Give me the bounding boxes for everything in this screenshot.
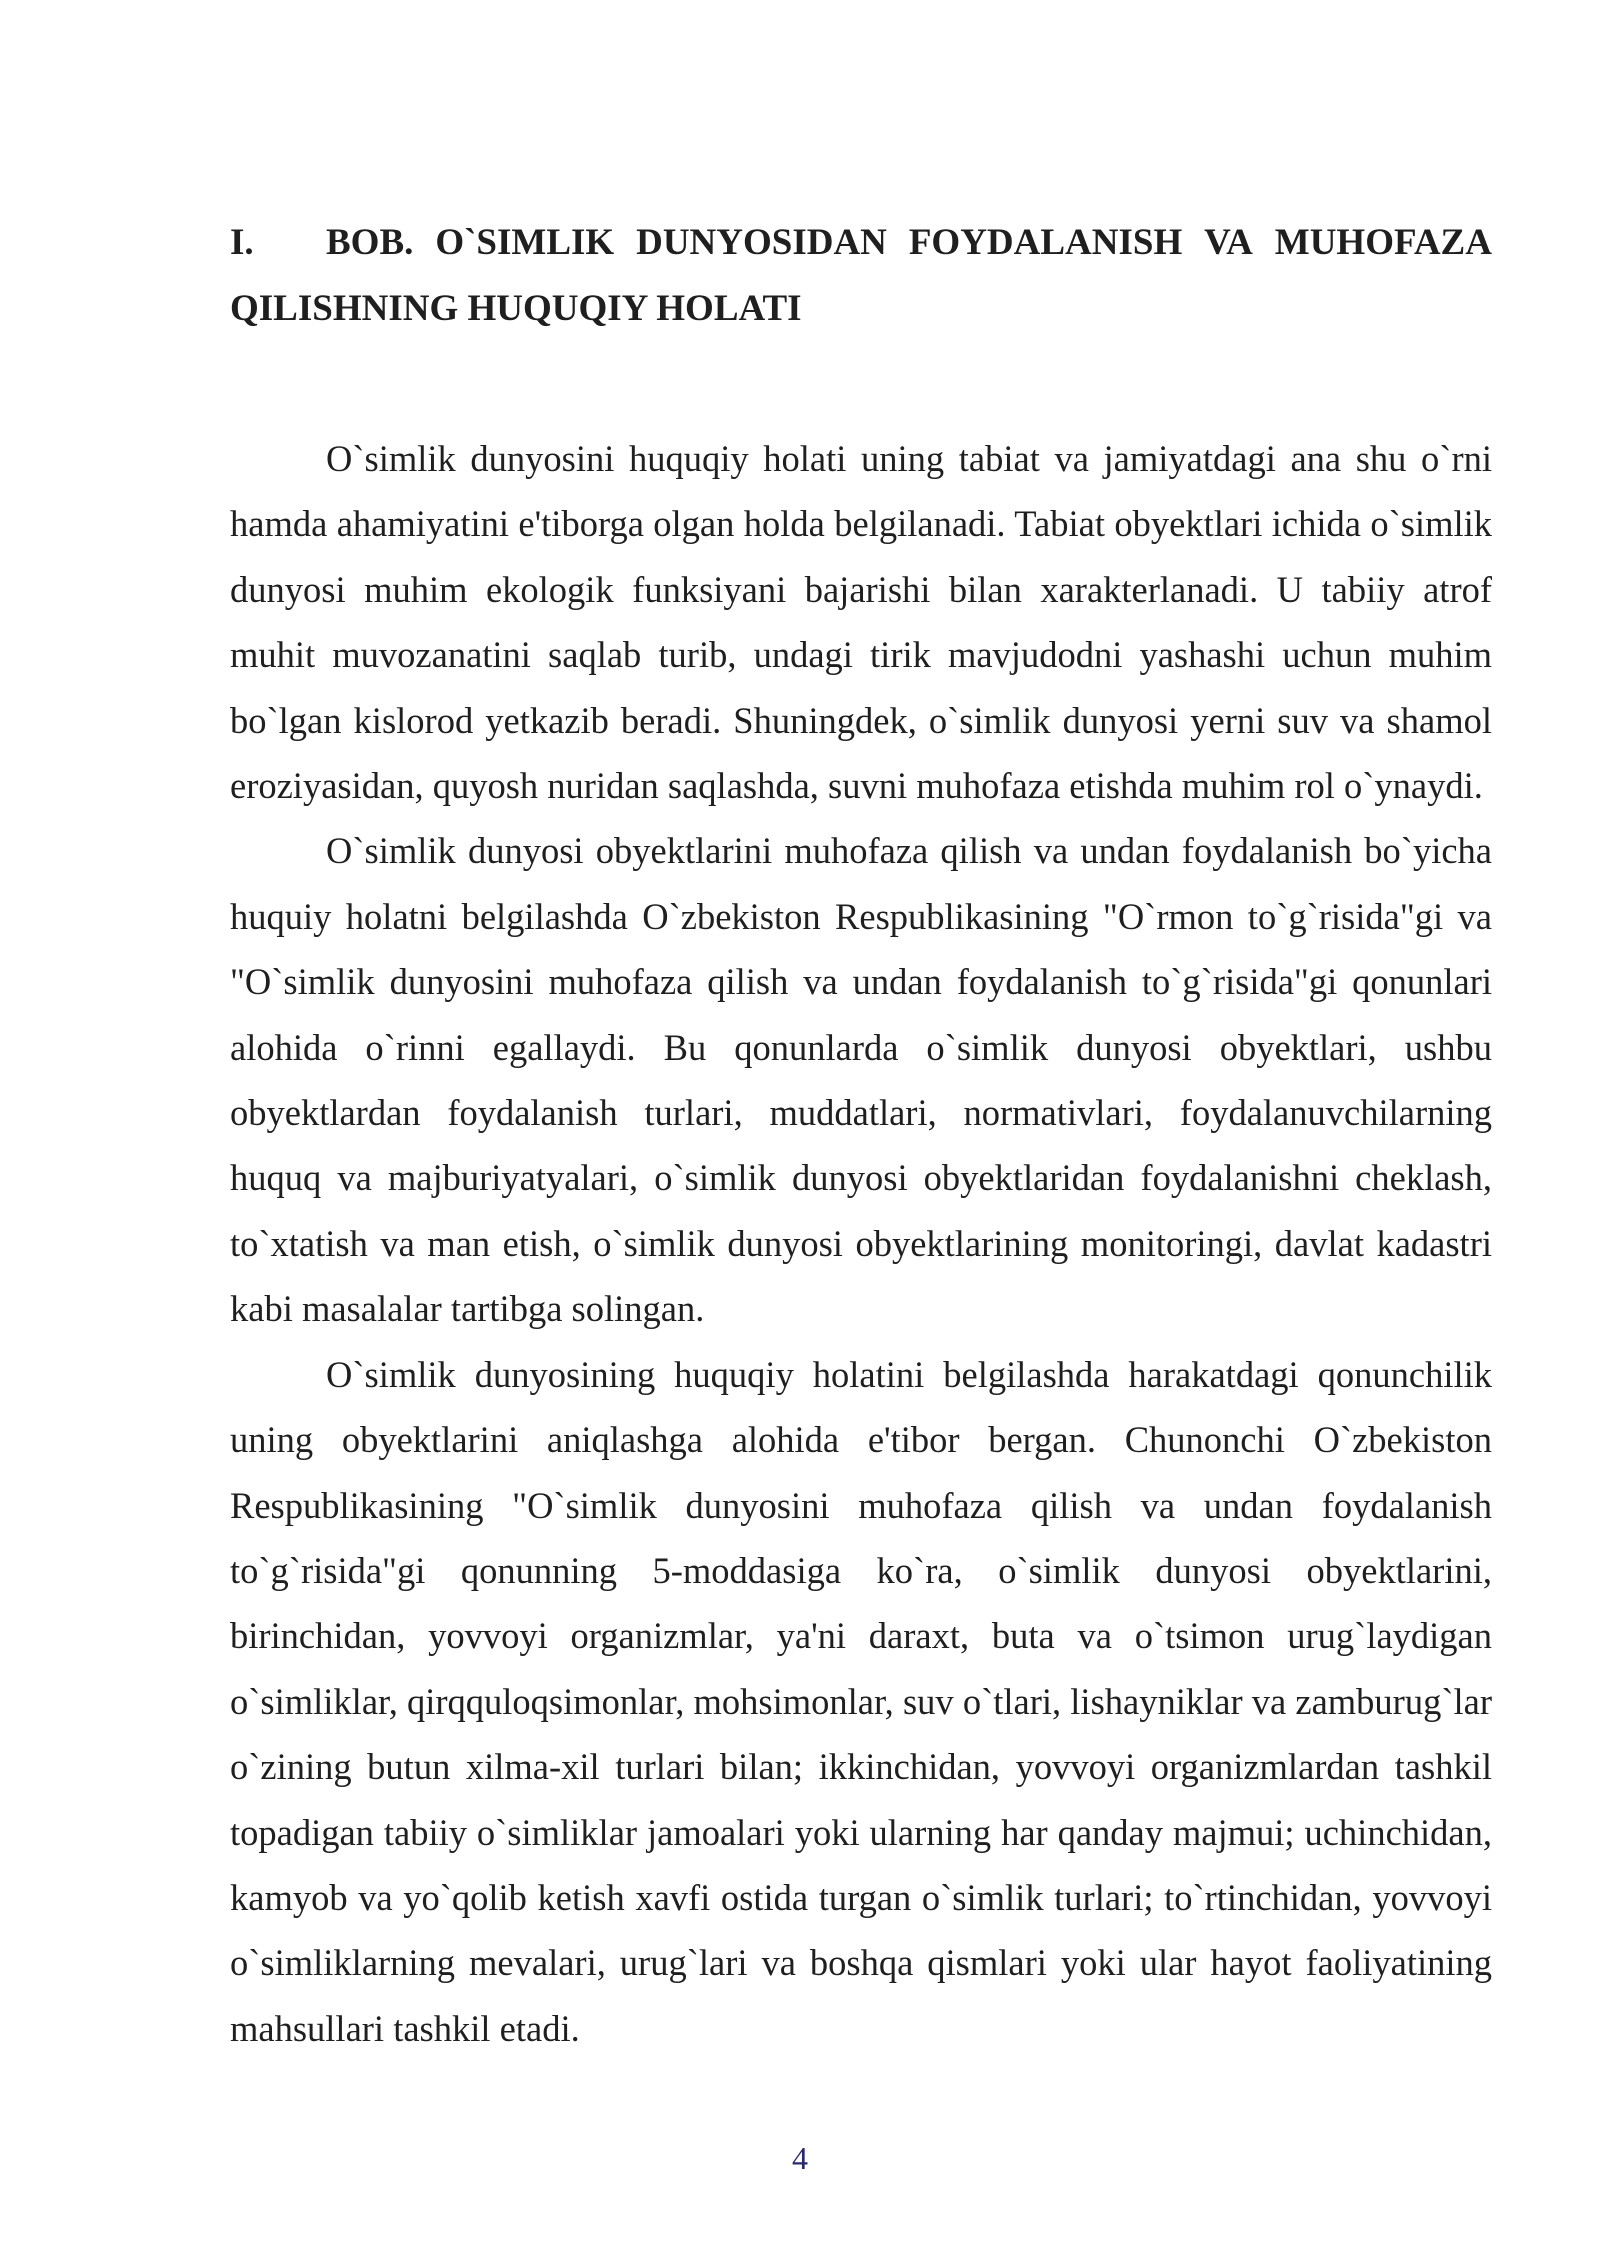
chapter-title-word: DUNYOSIDAN xyxy=(636,222,887,263)
chapter-title-line-2: QILISHNING HUQUQIY HOLATI xyxy=(230,288,802,329)
chapter-number: I. xyxy=(230,222,254,263)
chapter-title-word: FOYDALANISH xyxy=(908,222,1183,263)
chapter-title-word: VA xyxy=(1204,222,1253,263)
chapter-title-word: O`SIMLIK xyxy=(435,222,615,263)
paragraph: O`simlik dunyosini huquqiy holati uning tabiat va jamiyatdagi ana shu o`rni hamda ahamiyatini e'tiborga olgan holda belgilanadi. Tabiat obyektlari ichida o`simlik dunyosi muhim ekologik funksiyani bajarishi bilan xarakterlanadi. U tabiiy atrof muhit muvozanatini saqlab turib, undagi tirik mavjudodni yashashi uchun muhim bo`lgan kislorod yetkazib beradi. Shuningdek, o`simlik dunyosi yerni suv va shamol eroziyasidan, quyosh nuridan saqlashda, suvni muhofaza etishda muhim rol o`ynaydi. xyxy=(230,438,1492,807)
chapter-title-word: MUHOFAZA xyxy=(1274,222,1492,263)
chapter-title-line-1 xyxy=(326,210,1492,276)
paragraph: O`simlik dunyosining huquqiy holatini belgilashda harakatdagi qonunchilik uning obyektlarini aniqlashga alohida e'tibor bergan. Chunonchi O`zbekiston Respublikasining "O`simlik dunyosini muhofaza qilish va undan foydalanish to`g`risida"gi qonunning 5-moddasiga ko`ra, o`simlik dunyosi obyektlarini, birinchidan, yovvoyi organizmlar, ya'ni daraxt, buta va o`tsimon urug`laydigan o`simliklar, qirqquloqsimonlar, mohsimonlar, suv o`tlari, lishayniklar va zamburug`lar o`zining butun xilma-xil turlari bilan; ikkinchidan, yovvoyi organizmlardan tashkil topadigan tabiiy o`simliklar jamoalari yoki ularning har qanday majmui; uchinchidan, kamyob va yo`qolib ketish xavfi ostida turgan o`simlik turlari; to`rtinchidan, yovvoyi o`simliklarning mevalari, urug`lari va boshqa qismlari yoki ular hayot faoliyatining mahsullari tashkil etadi. xyxy=(230,1353,1492,2049)
page-number: 4 xyxy=(792,2140,808,2176)
body-text xyxy=(230,426,1492,2061)
paragraph: O`simlik dunyosi obyektlarini muhofaza qilish va undan foydalanish bo`yicha huquiy holatni belgilashda O`zbekiston Respublikasining "O`rmon to`g`risida"gi va "O`simlik dunyosini muhofaza qilish va undan foydalanish to`g`risida"gi qonunlari alohida o`rinni egallaydi. Bu qonunlarda o`simlik dunyosi obyektlari, ushbu obyektlardan foydalanish turlari, muddatlari, normativlari, foydalanuvchilarning huquq va majburiyatyalari, o`simlik dunyosi obyektlaridan foydalanishni cheklash, to`xtatish va man etish, o`simlik dunyosi obyektlarining monitoringi, davlat kadastri kabi masalalar tartibga solingan. xyxy=(230,830,1492,1330)
page-content xyxy=(230,210,1492,2061)
chapter-heading-line-1 xyxy=(230,210,1492,276)
chapter-title-word: BOB. xyxy=(326,222,414,263)
chapter-heading xyxy=(230,210,1492,342)
